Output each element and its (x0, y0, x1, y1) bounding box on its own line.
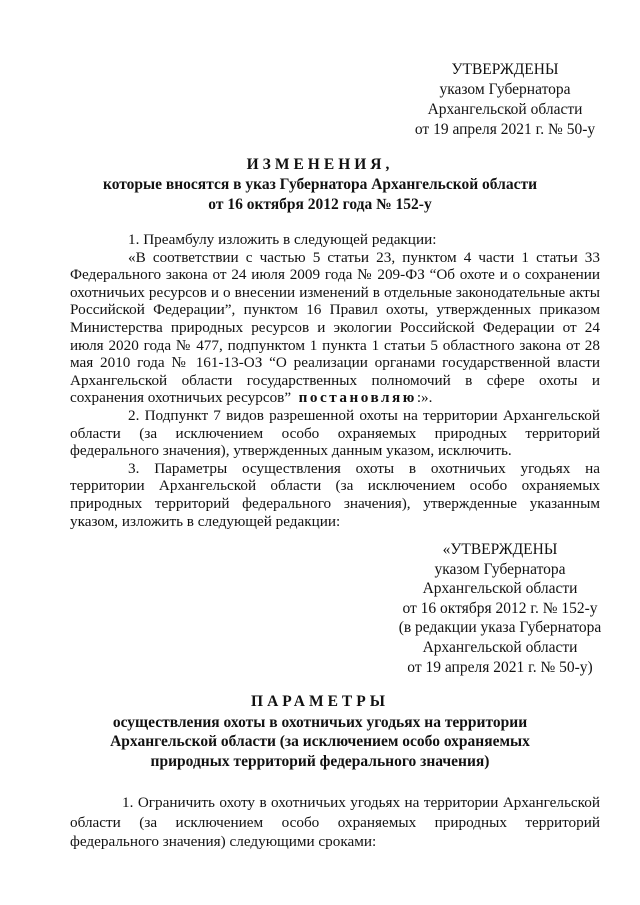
item-1-quote (70, 249, 600, 407)
item-1-quote-text: «В соответствии с частью 5 статьи 23, пунктом 4 части 1 статьи 33 Федерального закона от 24 июля 2009 года № 209-ФЗ “Об охоте и о сохранении охотничьих ресурсов и о внесении изменений в отдельные законодательные акты Российской Федерации”, пунктом 16 Правил охоты, утвержденных приказом Министерства природных ресурсов и экологии Российской Федерации от 24 июля 2020 года № 477, подпунктом 1 пункта 1 статьи 5 областного закона от 28 мая 2010 года № 161-13-ОЗ “О реализации органами государственной власти Архангельской области государственных полномочий в сфере охоты и сохранения охотничьих ресурсов” (70, 248, 600, 407)
approval-line-4: от 19 апреля 2021 г. № 50-у (414, 121, 596, 138)
approval2-line-6: Архангельской области (422, 638, 578, 656)
changes-subtitle-1: которые вносятся в указ Губернатора Архангельской области (102, 176, 538, 193)
changes-heading: ИЗМЕНЕНИЯ, (246, 156, 394, 173)
approval-block-quoted (380, 540, 620, 677)
item-1-lead: 1. Преамбулу изложить в следующей редакции: (128, 231, 437, 248)
approval2-line-5: (в редакции указа Губернатора (398, 619, 602, 637)
parameters-subtitle-3: природных территорий федерального значения) (150, 752, 490, 770)
item-3: 3. Параметры осуществления охоты в охотничьих угодьях на территории Архангельской области (за исключением особо охраняемых природных территорий федерального значения), утвержденные указанным указом, изложить в следующей редакции: (70, 459, 600, 530)
parameters-body (70, 793, 600, 852)
changes-body (70, 231, 600, 530)
parameters-heading: ПАРАМЕТРЫ (251, 693, 389, 710)
approval2-line-2: указом Губернатора (434, 560, 566, 578)
changes-title (0, 155, 640, 215)
approval2-line-1: «УТВЕРЖДЕНЫ (442, 541, 558, 558)
approval2-line-4: от 16 октября 2012 г. № 152-у (402, 599, 598, 617)
approval2-line-7: от 19 апреля 2021 г. № 50-у) (407, 658, 593, 676)
parameters-subtitle-1: осуществления охоты в охотничьих угодьях на территории (112, 713, 528, 731)
item-1-quote-end: :». (416, 389, 433, 407)
item-2: 2. Подпункт 7 видов разрешенной охоты на территории Архангельской области (за исключением особо охраняемых природных территорий федерального значения), утвержденных данным указом, исключить. (70, 406, 600, 460)
approval-line-2: указом Губернатора (439, 81, 571, 98)
parameters-subtitle-2: Архангельской области (за исключением особо охраняемых (110, 733, 530, 750)
parameters-title (0, 692, 640, 771)
parameters-item-1: 1. Ограничить охоту в охотничьих угодьях на территории Архангельской области (за исключением особо охраняемых природных территорий федерального значения) следующими сроками: (70, 794, 600, 850)
changes-subtitle-2: от 16 октября 2012 года № 152-у (208, 196, 432, 213)
approval-line-3: Архангельской области (427, 101, 583, 118)
approval-block (400, 60, 610, 140)
decree-word: постановляю (298, 389, 417, 407)
approval-line-1: УТВЕРЖДЕНЫ (451, 61, 559, 78)
approval2-line-3: Архангельской области (422, 580, 578, 598)
